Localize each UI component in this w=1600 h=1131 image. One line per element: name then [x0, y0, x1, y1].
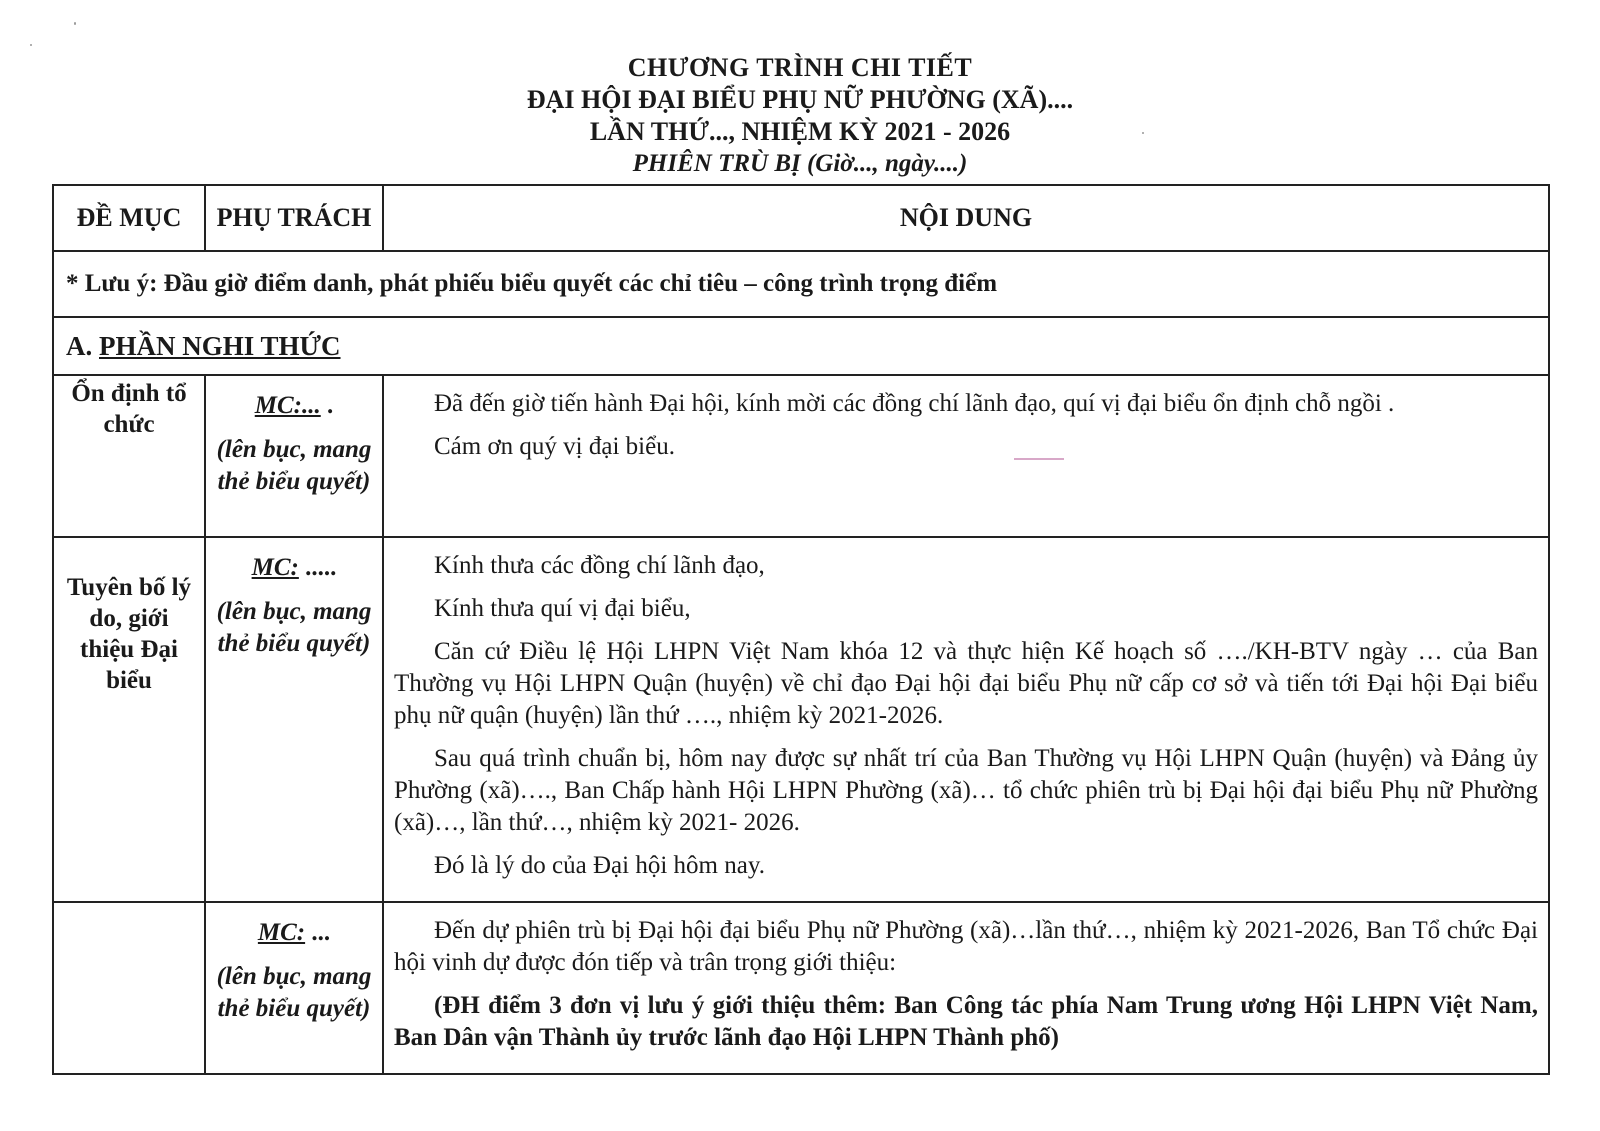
row-item: Ổn định tổ chức [53, 375, 205, 537]
row-content [383, 537, 1549, 902]
row-content [383, 902, 1549, 1074]
scan-speck [1142, 132, 1144, 134]
note-text: * Lưu ý: Đầu giờ điểm danh, phát phiếu biểu quyết các chỉ tiêu – công trình trọng điểm [53, 251, 1549, 317]
mc-role: (lên bục, mang thẻ biểu quyết) [216, 598, 372, 657]
scan-speck [74, 22, 76, 25]
section-title: PHẦN NGHI THỨC [99, 330, 341, 361]
table-row [53, 537, 1549, 902]
section-row [53, 317, 1549, 375]
col-header-item: ĐỀ MỤC [53, 185, 205, 251]
content-paragraph: Căn cứ Điều lệ Hội LHPN Việt Nam khóa 12 và thực hiện Kế hoạch số …./KH-BTV ngày … của Ban Thường vụ Hội LHPN Quận (huyện) về chỉ đạo Đại hội đại biểu Phụ nữ cấp cơ sở và tiến tới Đại hội Đại biểu phụ nữ quận (huyện) lần thứ …., nhiệm kỳ 2021-2026. [394, 638, 1538, 729]
content-paragraph: Sau quá trình chuẩn bị, hôm nay được sự nhất trí của Ban Thường vụ Hội LHPN Quận (huyện) và Đảng ủy Phường (xã)…., Ban Chấp hành Hội LHPN Phường (xã)… tổ chức phiên trù bị Đại hội đại biểu Phụ nữ Phường (xã)…, lần thứ…, nhiệm kỳ 2021- 2026. [394, 745, 1538, 836]
scan-speck [30, 44, 32, 46]
col-header-responsible: PHỤ TRÁCH [205, 185, 383, 251]
content-paragraph: Đến dự phiên trù bị Đại hội đại biểu Phụ nữ Phường (xã)…lần thứ…, nhiệm kỳ 2021-2026, Ban Tổ chức Đại hội vinh dự được đón tiếp và trân trọng giới thiệu: [394, 917, 1538, 976]
section-prefix: A. [66, 330, 99, 361]
scan-mark [1014, 458, 1064, 460]
mc-dots: ..... [298, 554, 337, 581]
row-content [383, 375, 1549, 537]
content-paragraph: (ĐH điểm 3 đơn vị lưu ý giới thiệu thêm: Ban Công tác phía Nam Trung ương Hội LHPN Việt Nam, Ban Dân vận Thành ủy trước lãnh đạo Hội LHPN Thành phố) [394, 992, 1538, 1051]
mc-label: MC: [257, 919, 306, 946]
agenda-table [52, 184, 1550, 1075]
content-paragraph: Đó là lý do của Đại hội hôm nay. [434, 852, 765, 879]
mc-dots: . [320, 392, 334, 419]
table-row [53, 375, 1549, 537]
content-paragraph: Kính thưa các đồng chí lãnh đạo, [434, 552, 765, 579]
mc-role: (lên bục, mang thẻ biểu quyết) [216, 963, 372, 1022]
row-responsible [205, 375, 383, 537]
content-paragraph: Cám ơn quý vị đại biểu. [434, 433, 675, 460]
mc-dots: ... [305, 919, 331, 946]
row-responsible [205, 537, 383, 902]
col-header-content: NỘI DUNG [383, 185, 1549, 251]
table-header-row [53, 185, 1549, 251]
mc-label: MC:... [254, 392, 321, 419]
section-heading [53, 317, 1549, 375]
row-responsible [205, 902, 383, 1074]
mc-role: (lên bục, mang thẻ biểu quyết) [216, 436, 372, 495]
mc-label: MC: [251, 554, 299, 581]
program-title: CHƯƠNG TRÌNH CHI TIẾT [627, 53, 973, 82]
congress-title: ĐẠI HỘI ĐẠI BIỂU PHỤ NỮ PHƯỜNG (XÃ).... [526, 85, 1074, 114]
note-row [53, 251, 1549, 317]
row-item: Tuyên bố lý do, giới thiệu Đại biểu [53, 537, 205, 902]
content-paragraph: Kính thưa quí vị đại biểu, [434, 595, 691, 622]
table-row [53, 902, 1549, 1074]
document-header [0, 52, 1600, 180]
row-item [53, 902, 205, 1074]
term-title: LẦN THỨ..., NHIỆM KỲ 2021 - 2026 [589, 117, 1011, 146]
content-paragraph: Đã đến giờ tiến hành Đại hội, kính mời các đồng chí lãnh đạo, quí vị đại biểu ổn định chỗ ngồi . [434, 390, 1395, 417]
session-title: PHIÊN TRÙ BỊ (Giờ..., ngày....) [632, 150, 968, 177]
